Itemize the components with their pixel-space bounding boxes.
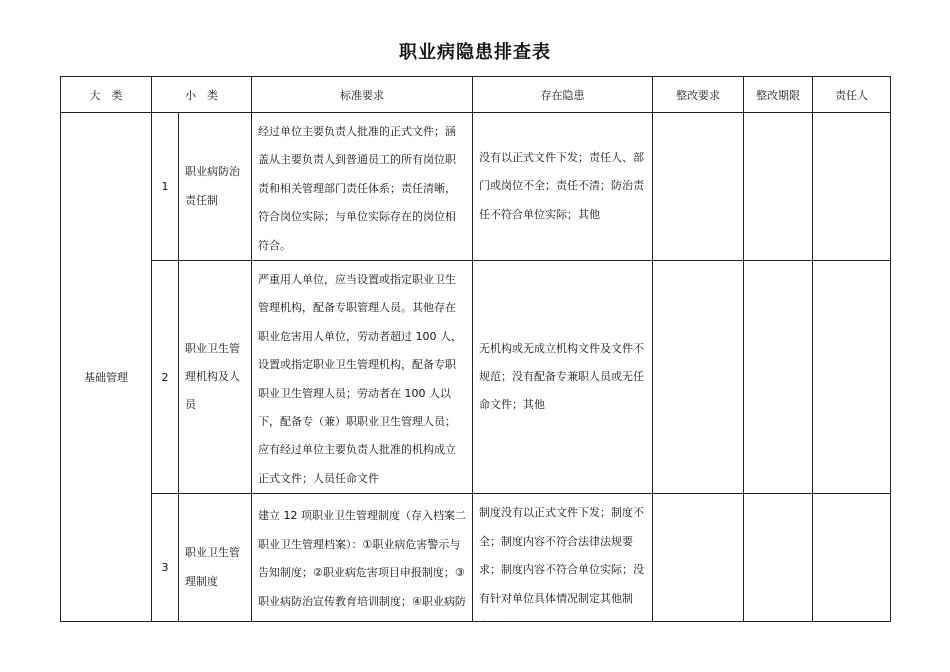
row-number: 1: [152, 113, 179, 261]
table-bottom-border: [60, 621, 891, 622]
rectify-requirement-cell[interactable]: [653, 261, 744, 494]
responsible-cell[interactable]: [813, 113, 891, 261]
document-title: 职业病隐患排查表: [399, 42, 551, 63]
rectify-deadline-cell[interactable]: [744, 494, 813, 642]
standard-cell: 严重用人单位，应当设置或指定职业卫生管理机构，配备专职管理人员。其他存在职业危害用人单位，劳动者超过 100 人，设置或指定职业卫生管理机构，配备专职职业卫生管理人员；劳动者在 100 人以下，配备专（兼）职职业卫生管理人员；应有经过单位主要负责人批准的机构成立正式文件；人员任命文件: [252, 261, 473, 494]
hazard-checklist-table: [60, 76, 891, 642]
row-number: 3: [152, 494, 179, 642]
rectify-requirement-cell[interactable]: [653, 494, 744, 642]
hazard-cell: 没有以正式文件下发；责任人、部门或岗位不全；责任不清；防治责任不符合单位实际；其他: [473, 113, 653, 261]
table-row: [61, 113, 891, 261]
row-number: 2: [152, 261, 179, 494]
page-bottom-margin: [0, 622, 950, 672]
standard-cell: 经过单位主要负责人批准的正式文件；涵盖从主要负责人到普通员工的所有岗位职责和相关管理部门责任体系；责任清晰，符合岗位实际；与单位实际存在的岗位相符合。: [252, 113, 473, 261]
hazard-cell: 无机构或无成立机构文件及文件不规范；没有配备专兼职人员或无任命文件；其他: [473, 261, 653, 494]
standard-text: 建立 12 项职业卫生管理制度（存入档案二职业卫生管理档案）：①职业病危害警示与告知制度；②职业病危害项目申报制度；③职业病防治宣传教育培训制度；④职业病防: [258, 509, 466, 608]
header-major-category: 大 类: [61, 77, 152, 113]
rectify-deadline-cell[interactable]: [744, 113, 813, 261]
minor-category-cell: 职业卫生管理机构及人员: [179, 261, 252, 494]
header-row: [61, 77, 891, 113]
table-row: [61, 261, 891, 494]
header-standard: 标准要求: [252, 77, 473, 113]
header-rectify-requirement: 整改要求: [653, 77, 744, 113]
table-row: [61, 494, 891, 642]
minor-category-cell: 职业卫生管理制度: [179, 494, 252, 642]
header-rectify-deadline: 整改期限: [744, 77, 813, 113]
rectify-deadline-cell[interactable]: [744, 261, 813, 494]
responsible-cell[interactable]: [813, 494, 891, 642]
header-hazard: 存在隐患: [473, 77, 653, 113]
standard-cell: [252, 494, 473, 642]
hazard-cell: 制度没有以正式文件下发；制度不全；制度内容不符合法律法规要求；制度内容不符合单位实际；没有针对单位具体情况制定其他制: [473, 494, 653, 642]
header-minor-category: 小 类: [152, 77, 252, 113]
minor-category-cell: 职业病防治责任制: [179, 113, 252, 261]
header-responsible: 责任人: [813, 77, 891, 113]
rectify-requirement-cell[interactable]: [653, 113, 744, 261]
responsible-cell[interactable]: [813, 261, 891, 494]
major-category-cell: 基础管理: [61, 113, 152, 642]
